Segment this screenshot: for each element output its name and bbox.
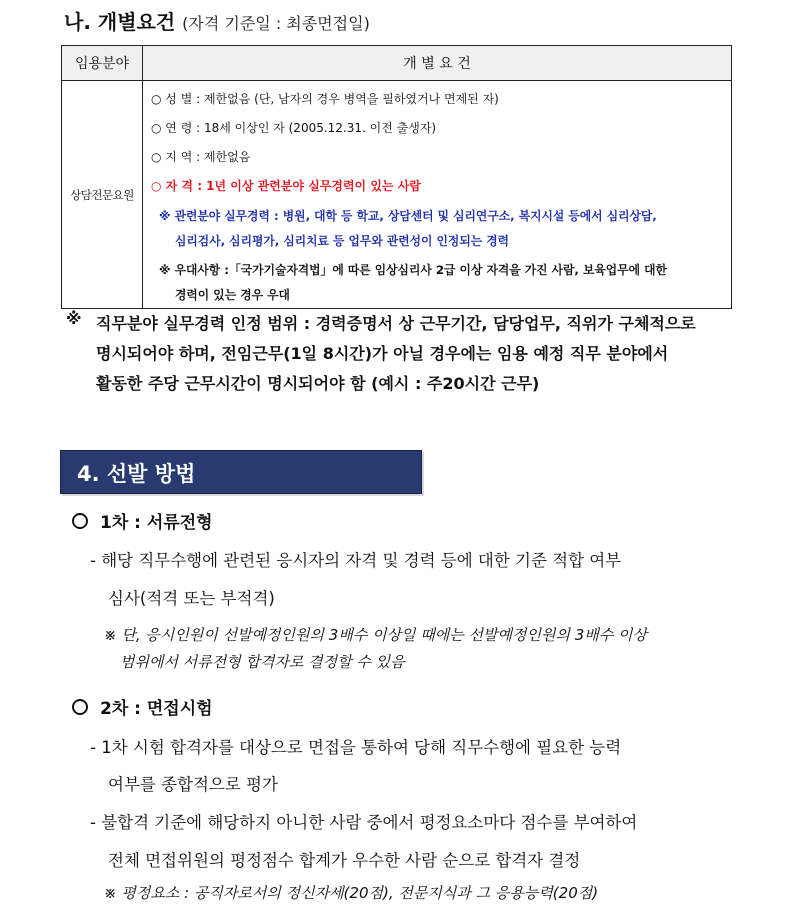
experience-note-line1: ※ 관련분야 실무경력 : 병원, 대학 등 학교, 상담센터 및 심리연구소, 복지시설 등에서 심리상담, — [159, 209, 657, 223]
step-1-line1: - 해당 직무수행에 관련된 응시자의 자격 및 경력 등에 대한 기준 적합 여부 — [90, 551, 622, 570]
section-header — [60, 450, 422, 494]
note-line2: 명시되어야 하며, 전임근무(1일 8시간)가 아닐 경우에는 임용 예정 직무 분야에서 — [96, 344, 669, 363]
step-2-line1: - 1차 시험 합격자를 대상으로 면접을 통하여 당해 직무수행에 필요한 능력 — [90, 738, 622, 757]
step-2-line3: - 불합격 기준에 해당하지 아니한 사람 중에서 평정요소마다 점수를 부여하여 — [90, 813, 638, 832]
section-title: 4. 선발 방법 — [77, 462, 196, 486]
subsection-heading — [64, 6, 370, 35]
subsection-title: 나. 개별요건 — [64, 10, 176, 34]
note-line1: 직무분야 실무경력 인정 범위 : 경력증명서 상 근무기간, 담당업무, 직위가 구체적으로 — [96, 314, 696, 333]
requirements-body — [143, 81, 731, 308]
requirement-age: ○ 연 령 : 18세 이상인 자 (2005.12.31. 이전 출생자) — [151, 121, 437, 135]
header-field: 임용분야 — [62, 46, 143, 81]
preference-line2: 경력이 있는 경우 우대 — [175, 288, 290, 302]
step-2-title: 2차 : 면접시험 — [100, 699, 213, 719]
requirements-table — [61, 45, 732, 309]
table-row — [62, 81, 732, 309]
note-line3: 활동한 주당 근무시간이 명시되어야 함 (예시 : 주20시간 근무) — [96, 374, 540, 393]
step-1-note-line1: ※ 단, 응시인원이 선발예정인원의 3배수 이상일 때에는 선발예정인원의 3배수 이상 — [104, 626, 648, 644]
header-requirements: 개 별 요 건 — [143, 46, 732, 81]
step-2-note-line1: ※ 평정요소 : 공직자로서의 정신자세(20점), 전문지식과 그 응용능력(20점) — [104, 884, 599, 902]
table-header-row — [62, 46, 732, 81]
requirement-qualification: ○ 자 격 : 1년 이상 관련분야 실무경력이 있는 사람 — [151, 179, 421, 193]
experience-note-line2: 심리검사, 심리평가, 심리치료 등 업무와 관련성이 인정되는 경력 — [175, 234, 510, 248]
step-1-heading — [72, 508, 213, 533]
requirement-region: ○ 지 역 : 제한없음 — [151, 150, 251, 164]
circle-bullet-icon — [72, 513, 88, 529]
preference-line1: ※ 우대사항 :「국가기술자격법」에 따른 임상심리사 2급 이상 자격을 가진 사람, 보육업무에 대한 — [159, 263, 667, 277]
step-1-note-line2: 범위에서 서류전형 합격자로 결정할 수 있음 — [120, 653, 405, 671]
circle-bullet-icon — [72, 699, 88, 715]
field-cell: 상담전문요원 — [62, 81, 143, 309]
step-1-line2: 심사(적격 또는 부적격) — [108, 589, 275, 608]
note-mark: ※ — [66, 309, 82, 328]
step-2-heading — [72, 694, 213, 719]
step-2-line4: 전체 면접위원의 평정점수 합계가 우수한 사람 순으로 합격자 결정 — [108, 851, 581, 870]
subsection-subtitle: (자격 기준일 : 최종면접일) — [182, 14, 370, 33]
step-1-title: 1차 : 서류전형 — [100, 513, 213, 533]
requirement-gender: ○ 성 별 : 제한없음 (단, 남자의 경우 병역을 필하였거나 면제된 자) — [151, 92, 499, 106]
step-2-line2: 여부를 종합적으로 평가 — [108, 775, 278, 794]
requirements-cell — [143, 81, 732, 309]
